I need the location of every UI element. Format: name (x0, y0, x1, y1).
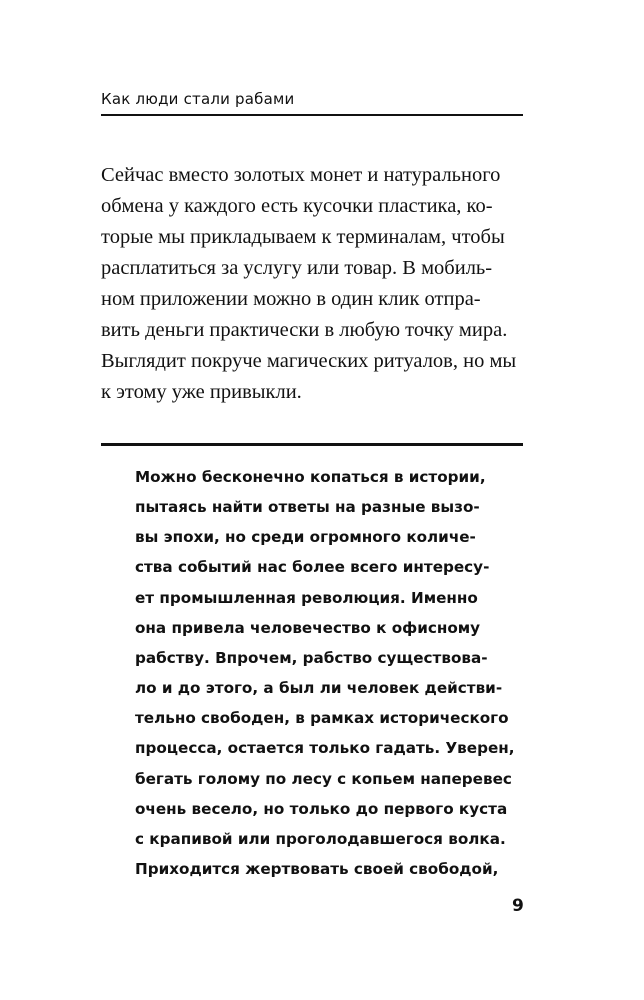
body-line: вить деньги практически в любую точку мира. (101, 319, 508, 341)
callout-line: процесса, остается только гадать. Уверен, (135, 739, 515, 758)
callout-line: Приходится жертвовать своей свободой, (135, 860, 499, 879)
section-divider (101, 443, 523, 446)
callout-line: тельно свободен, в рамках исторического (135, 709, 509, 728)
body-line: торые мы прикладываем к терминалам, чтобы (101, 226, 505, 248)
callout-line: Можно бесконечно копаться в истории, (135, 468, 486, 486)
callout-line: с крапивой или проголодавшегося волка. (135, 829, 506, 848)
callout-line: бегать голому по лесу с копьем наперевес (135, 769, 512, 788)
body-line: расплатиться за услугу или товар. В мобиль- (101, 257, 493, 279)
callout-line: она привела человечество к офисному (135, 618, 481, 637)
body-line: к этому уже привыкли. (101, 381, 302, 403)
callout-line: вы эпохи, но среди огромного количе- (135, 528, 476, 547)
body-paragraph (101, 160, 531, 408)
body-line: обмена у каждого есть кусочки пластика, ко- (101, 195, 493, 217)
body-line: Выглядит покруче магических ритуалов, но мы (101, 350, 517, 372)
running-head: Как люди стали рабами (101, 90, 295, 108)
body-line: ном приложении можно в один клик отпра- (101, 288, 481, 310)
callout-line: очень весело, но только до первого куста (135, 799, 508, 818)
header-divider (101, 114, 523, 116)
callout-line: ства событий нас более всего интересу- (135, 558, 490, 577)
callout-line: ло и до этого, а был ли человек действи- (135, 679, 503, 698)
callout-line: пытаясь найти ответы на разные вызо- (135, 498, 480, 517)
callout-line: рабству. Впрочем, рабство существова- (135, 648, 488, 667)
body-line: Сейчас вместо золотых монет и натурального (101, 164, 501, 186)
page-number: 9 (512, 896, 524, 916)
callout-line: ет промышленная революция. Именно (135, 588, 478, 607)
callout-paragraph (135, 462, 515, 884)
